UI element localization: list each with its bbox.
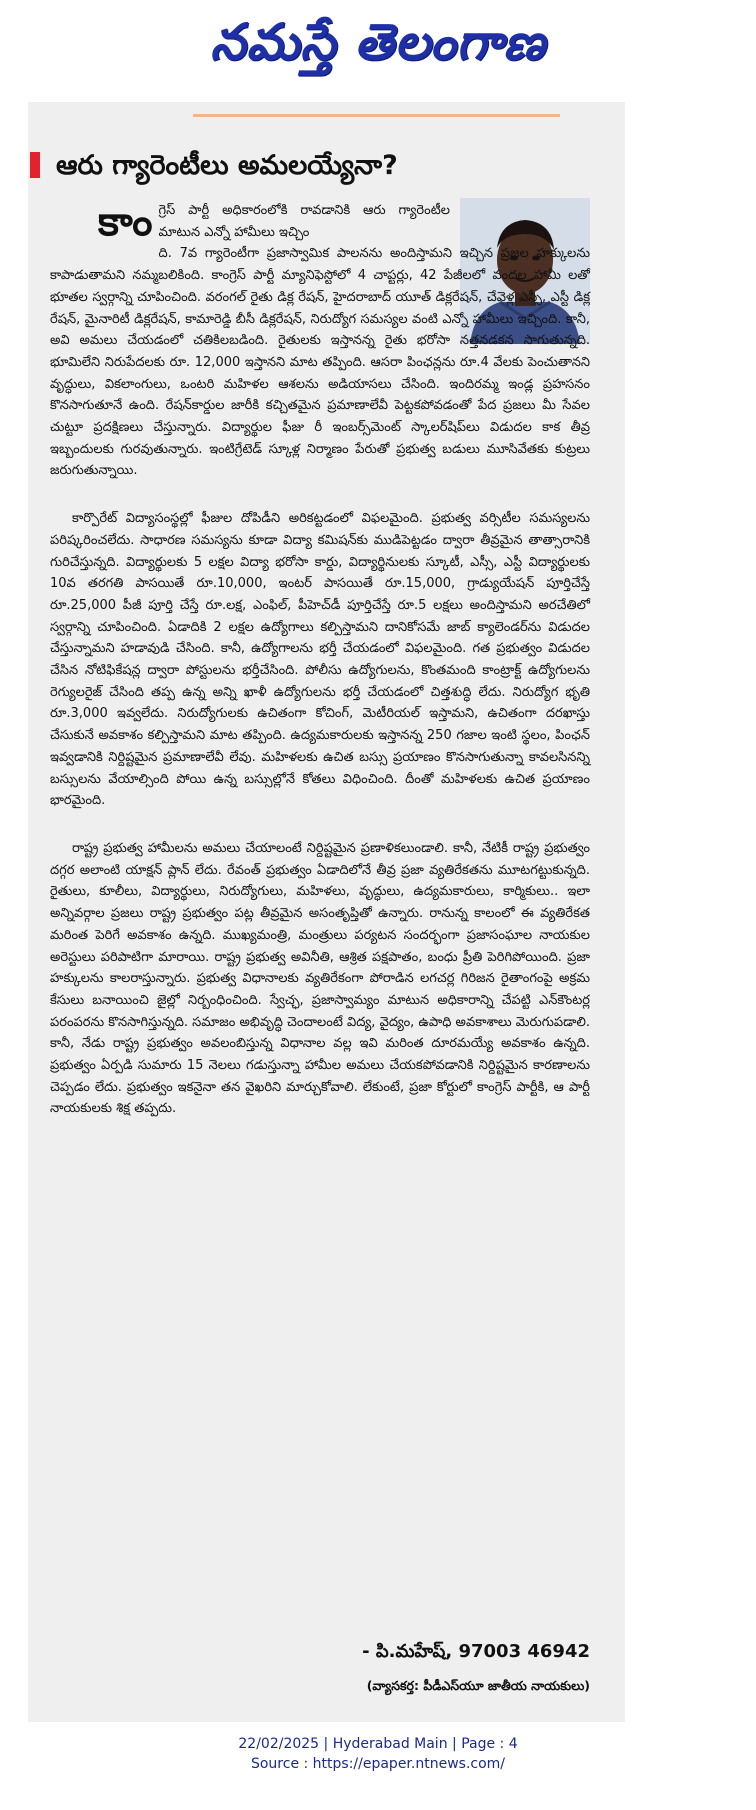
- article-body: [50, 200, 590, 1120]
- dropcap: కాం: [98, 199, 153, 245]
- paragraph-3: రాష్ట్ర ప్రభుత్వ హామీలను అమలు చేయాలంటే నిర్దిష్టమైన ప్రణాళికలుండాలి. కానీ, నేటికీ రాష్ట్ర ప్రభుత్వం దగ్గర అలాంటి యాక్షన్ ప్లాన్ లేదు. రేవంత్ ప్రభుత్వం ఏడాదిలోనే తీవ్ర ప్రజా వ్యతిరేకతను మూటగట్టుకున్నది. రైతులు, కూలీలు, విద్యార్థులు, నిరుద్యోగులు, మహిళలు, వృద్ధులు, ఉద్యమకారులు, కార్మికులు.. ఇలా అన్నివర్గాల ప్రజలు రాష్ట్ర ప్రభుత్వం పట్ల తీవ్రమైన అసంతృప్తితో ఉన్నారు. రానున్న కాలంలో ఈ వ్యతిరేకత మరింత పెరిగే అవకాశం ఉన్నది. ముఖ్యమంత్రి, మంత్రులు పర్యటన సందర్భంగా ప్రజాసంఘాల నాయకుల అరెస్టులు పరిపాటిగా మారాయి. రాష్ట్ర ప్రభుత్వ అవినీతి, ఆశ్రిత పక్షపాతం, బంధు ప్రీతి పెరిగిపోయింది. ప్రజా హక్కులను కాలరాస్తున్నారు. ప్రభుత్వ విధానాలకు వ్యతిరేకంగా పోరాడిన లగచర్ల గిరిజన రైతాంగంపై అక్రమ కేసులు బనాయించి జైల్లో నిర్బంధించింది. స్వేచ్ఛ, ప్రజాస్వామ్యం మాటున అధికారాన్ని చేపట్టి ఎన్‌కౌంటర్ల పరంపరను కొనసాగిస్తున్నది. సమాజం అభివృద్ధి చెందాలంటే విద్య, వైద్యం, ఉపాధి అవకాశాలు మెరుగుపడాలి. కానీ, నేడు రాష్ట్ర ప్రభుత్వం అవలంబిస్తున్న విధానాల వల్ల ఇవి మరింత దూరమయ్యే అవకాశం ఉన్నది. ప్రభుత్వం ఏర్పడి సుమారు 15 నెలలు గడుస్తున్నా హామీల అమలు చేయకపోవడానికి నిర్దిష్టమైన కారణాలను చెప్పడం లేదు. ప్రభుత్వం ఇకనైనా తన వైఖరిని మార్చుకోవాలి. లేకుంటే, ప్రజా కోర్టులో కాంగ్రెస్ పార్టీకి, ఆ పార్టీ నాయకులకు శిక్ష తప్పదు.: [50, 840, 590, 1117]
- masthead-logo: నమస్తే తెలంగాణ: [210, 13, 546, 71]
- footer-source[interactable]: Source : https://epaper.ntnews.com/: [250, 1756, 506, 1772]
- paragraph-1-lead: [50, 200, 450, 243]
- footer: [0, 1734, 756, 1774]
- paragraph-1-rest: ది. 7వ గ్యారెంటీగా ప్రజాస్వామిక పాలనను అందిస్తామని ఇచ్చిన ప్రజల హక్కులను కాపాడుతామని నమ్మబలికింది. కాంగ్రెస్ పార్టీ మ్యానిఫెస్టోలో 4 చాప్టర్లు, 42 పేజీలలో వందల హామీ లతో భూతల స్వర్గాన్ని చూపించింది. వరంగల్ రైతు డిక్ల రేషన్, హైదరాబాద్ యూత్ డిక్లరేషన్, చేవెళ్ల ఎస్సీ, ఎస్టీ డిక్ల రేషన్, మైనారిటీ డిక్లరేషన్, కామారెడ్డి బీసీ డిక్లరేషన్, నిరుద్యోగ సమస్యల వంటి ఎన్నో హామీలు ఇచ్చింది. కానీ, అవి అమలు చేయడంలో చతికిలబడింది. రైతులకు ఇస్తానన్న రైతు భరోసా నత్తనడకన సాగుతున్నది. భూమిలేని నిరుపేదలకు రూ. 12,000 ఇస్తానని మాట తప్పింది. ఆసరా పింఛన్లను రూ.4 వేలకు పెంచుతానని వృద్ధులు, వికలాంగులు, ఒంటరి మహిళల ఆశలను అడియాసలు చేసింది. ఇందిరమ్మ ఇండ్ల ప్రహసనం కొనసాగుతూనే ఉంది. రేషన్‌కార్డుల జారీకి కచ్చితమైన ప్రమాణాలేవీ పెట్టకపోవడంతో పేద ప్రజలు మీ సేవల చుట్టూ ప్రదక్షిణలు చేస్తున్నారు. విద్యార్థుల ఫీజు రీ ఇంబర్స్‌మెంట్ స్కాలర్‌షిప్‌లు విడుదల కాక తీవ్ర ఇబ్బందులకు గురవుతున్నారు. ఇంటిగ్రేటెడ్ స్కూళ్ల నిర్మాణం పేరుతో ప్రభుత్వ బడులు మూసివేతకు కుట్రలు జరుగుతున్నాయి.: [50, 246, 590, 479]
- paragraph-1: [50, 200, 590, 482]
- headline-marker: [30, 152, 40, 178]
- top-rule: [193, 114, 560, 117]
- masthead: [0, 6, 756, 92]
- author-signature: - పి.మహేష్, 97003 46942: [362, 1641, 590, 1662]
- paragraph-1-text: [50, 243, 590, 482]
- article-page: [28, 102, 625, 1722]
- footer-edition: 22/02/2025 | Hyderabad Main | Page : 4: [238, 1736, 518, 1752]
- paragraph-2: కార్పొరేట్ విద్యాసంస్థల్లో ఫీజుల దోపిడీని అరికట్టడంలో విఫలమైంది. ప్రభుత్వ వర్సిటీల సమస్యలను పరిష్కరించలేదు. సాధారణ సమస్యను కూడా విద్యా కమిషన్‌కు ముడిపెట్టడం ద్వారా తీవ్రమైన తాత్సారానికి గురిచేస్తున్నది. విద్యార్థులకు 5 లక్షల విద్యా భరోసా కార్డు, విద్యార్థినులకు స్కూటీ, ఎస్సీ, ఎస్టీ విద్యార్థులకు 10వ తరగతి పాసయితే రూ.10,000, ఇంటర్ పాసయితే రూ.15,000, గ్రాడ్యుయేషన్ పూర్తిచేస్తే రూ.25,000 పీజీ పూర్తి చేస్తే రూ.లక్ష, ఎంఫిల్, పీహెచ్‌డీ పూర్తిచేస్తే రూ.5 లక్షలు అందిస్తామని అరచేతిలో స్వర్గాన్ని చూపించింది. ఏడాదికి 2 లక్షల ఉద్యోగాలు కల్పిస్తామని దానికోసమే జాబ్ క్యాలెండర్‌ను విడుదల చేస్తున్నామని హడావుడి చేసింది. కానీ, ఉద్యోగాలను భర్తీ చేయడంలో విఫలమైంది. గత ప్రభుత్వం విడుదల చేసిన నోటిఫికేషన్ల ద్వారా పోస్టులను భర్తీచేసింది. పోలీసు ఉద్యోగులను, కొంతమంది కాంట్రాక్ట్ ఉద్యోగులను రెగ్యులరైజ్ చేసింది తప్ప ఉన్న అన్ని ఖాళీ ఉద్యోగులను భర్తీ చేయడంలో చిత్తశుద్ధి లేదు. నిరుద్యోగ భృతి రూ.3,000 ఇవ్వలేదు. నిరుద్యోగులకు ఉచితంగా కోచింగ్, మెటీరియల్ ఇస్తామని, ఉచితంగా దరఖాస్తు చేసుకునే అవకాశం కల్పిస్తామని మాట తప్పింది. ఉద్యమకారులకు ఇస్తానన్న 250 గజాల ఇంటి స్థలం, పింఛన్ ఇవ్వడానికి నిర్దిష్టమైన ప్రమాణాలేవీ లేవు. మహిళలకు ఉచిత బస్సు ప్రయాణం కొనసాగుతున్నా కావలసినన్ని బస్సులను వేయాల్సింది పోయి ఉన్న బస్సుల్లోనే కోతలు విధించింది. దీంతో మహిళలకు ఉచిత ప్రయాణం భారమైంది.: [50, 511, 590, 809]
- headline: [28, 146, 625, 186]
- paragraph-1-lead-text: గ్రెస్ పార్టీ అధికారంలోకి రావడానికి ఆరు గ్యారెంటీల మాటున ఎన్నో హామీలు ఇచ్చిం: [158, 203, 450, 240]
- headline-text: ఆరు గ్యారెంటీలు అమలయ్యేనా?: [56, 150, 398, 181]
- author-role: (వ్యాసకర్త: పీడీఎస్‌యూ జాతీయ నాయకులు): [366, 1678, 590, 1693]
